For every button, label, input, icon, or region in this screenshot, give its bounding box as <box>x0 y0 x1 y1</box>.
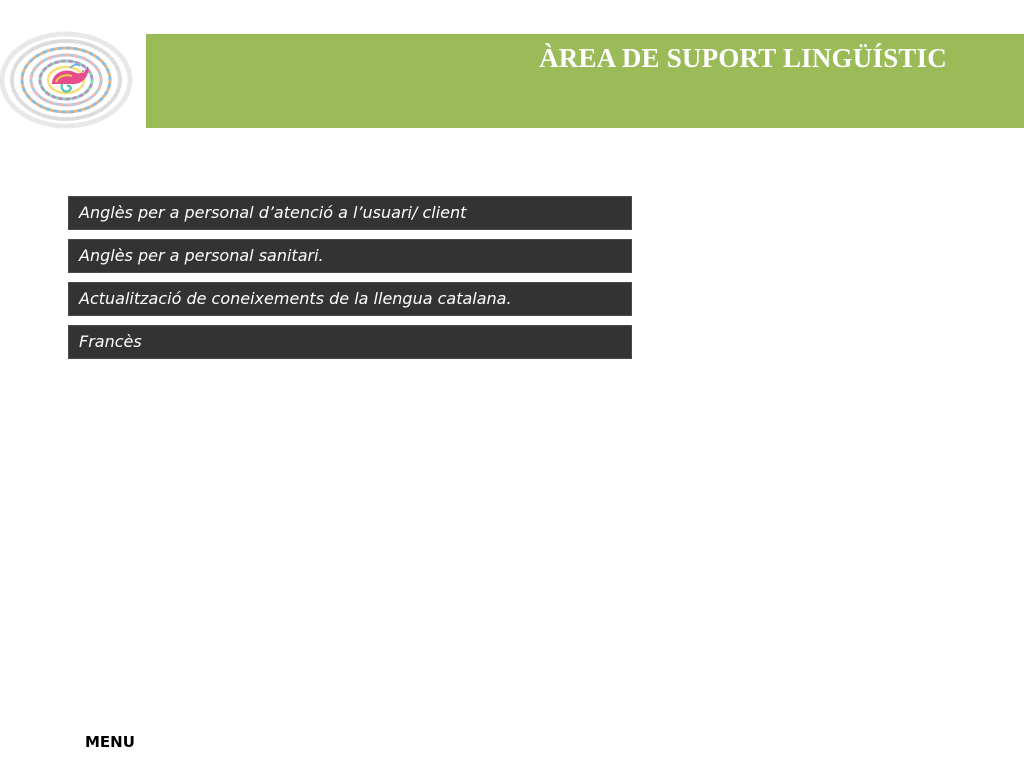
menu-link[interactable]: MENU <box>85 733 135 751</box>
menu-item-actualitzacio-catala[interactable]: Actualització de coneixements de la llengua catalana. <box>68 282 632 316</box>
spiral-chameleon-logo <box>0 18 150 130</box>
course-menu-list <box>68 196 632 368</box>
menu-item-frances[interactable]: Francès <box>68 325 632 359</box>
menu-item-angles-personal-sanitari[interactable]: Anglès per a personal sanitari. <box>68 239 632 273</box>
page-title: ÀREA DE SUPORT LINGÜÍSTIC <box>539 43 947 73</box>
menu-item-angles-atencio-usuari[interactable]: Anglès per a personal d’atenció a l’usuari/ client <box>68 196 632 230</box>
header-band <box>146 34 1024 128</box>
